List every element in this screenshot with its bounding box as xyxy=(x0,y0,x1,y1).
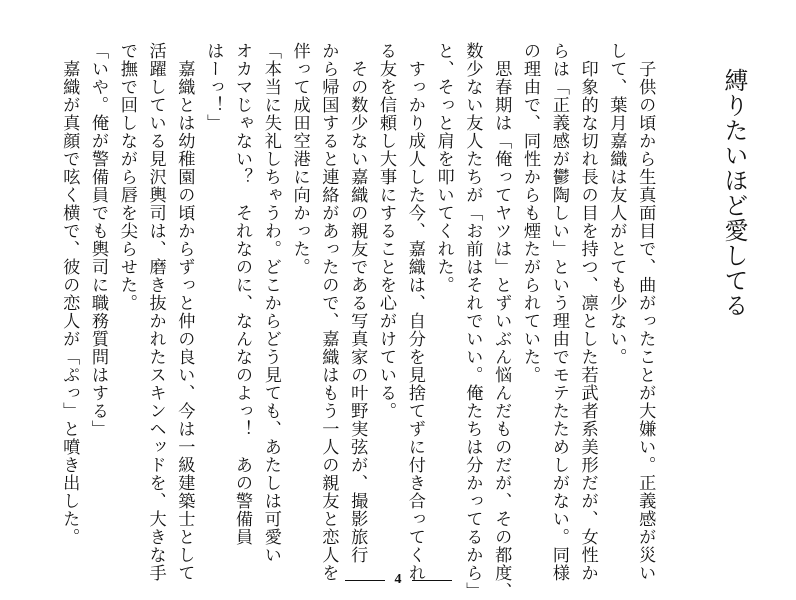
text-line: して、葉月嘉織は友人がとても少ない。 xyxy=(606,42,627,366)
text-line: と、そっと肩を叩いてくれた。 xyxy=(433,42,454,294)
text-line: はーっ！」 xyxy=(203,42,224,132)
text-line: らは「正義感が鬱陶しい」という理由でモテたためしがない。同様 xyxy=(548,42,569,582)
text-line: 数少ない友人たちが「お前はそれでいい。俺たちは分かってるから」 xyxy=(462,42,483,600)
text-line: の理由で、同性からも煙たがられていた。 xyxy=(520,42,540,384)
page-number: 4 xyxy=(394,572,402,587)
text-line: 「いや。俺が警備員でも輿司に職務質問はする」 xyxy=(88,42,108,438)
text-line: 子供の頃から生真面目で、曲がったことが大嫌い。正義感が災い xyxy=(635,42,656,582)
text-line: 嘉織とは幼稚園の頃からずっと仲の良い、今は一級建築士として xyxy=(174,42,195,582)
text-line: 伴って成田空港に向かった。 xyxy=(289,42,310,276)
text-line: 「本当に失礼しちゃうわ。どこからどう見ても、あたしは可愛い xyxy=(260,42,281,564)
text-line: 印象的な切れ長の目を持つ、凛とした若武者系美形だが、女性か xyxy=(577,42,598,582)
text-line: オカマじゃない？ それなのに、なんなのよっ！ あの警備員 xyxy=(232,42,252,546)
text-line: で撫で回しながら唇を尖らせた。 xyxy=(116,42,137,312)
text-line: 嘉織が真顔で呟く横で、彼の恋人が「ぷっ」と噴き出した。 xyxy=(59,42,80,546)
text-line: 思春期は「俺ってヤツは」とずいぶん悩んだものだが、その都度、 xyxy=(491,42,512,600)
chapter-title: 縛りたいほど愛してる xyxy=(720,68,748,318)
text-line: 活躍している見沢輿司は、磨き抜かれたスキンヘッドを、大きな手 xyxy=(145,42,166,582)
page-footer xyxy=(0,572,796,588)
text-line: すっかり成人した今、嘉織は、自分を見捨てずに付き合ってくれ xyxy=(404,42,425,582)
text-line: から帰国すると連絡があったので、嘉織はもう一人の親友と恋人を xyxy=(318,42,339,582)
text-line: その数少ない嘉織の親友である写真家の叶野実弦が、撮影旅行 xyxy=(347,42,368,564)
text-line: る友を信頼し大事にすることを心がけている。 xyxy=(376,42,396,420)
footer-rule-left xyxy=(345,580,385,581)
footer-rule-right xyxy=(412,580,452,581)
